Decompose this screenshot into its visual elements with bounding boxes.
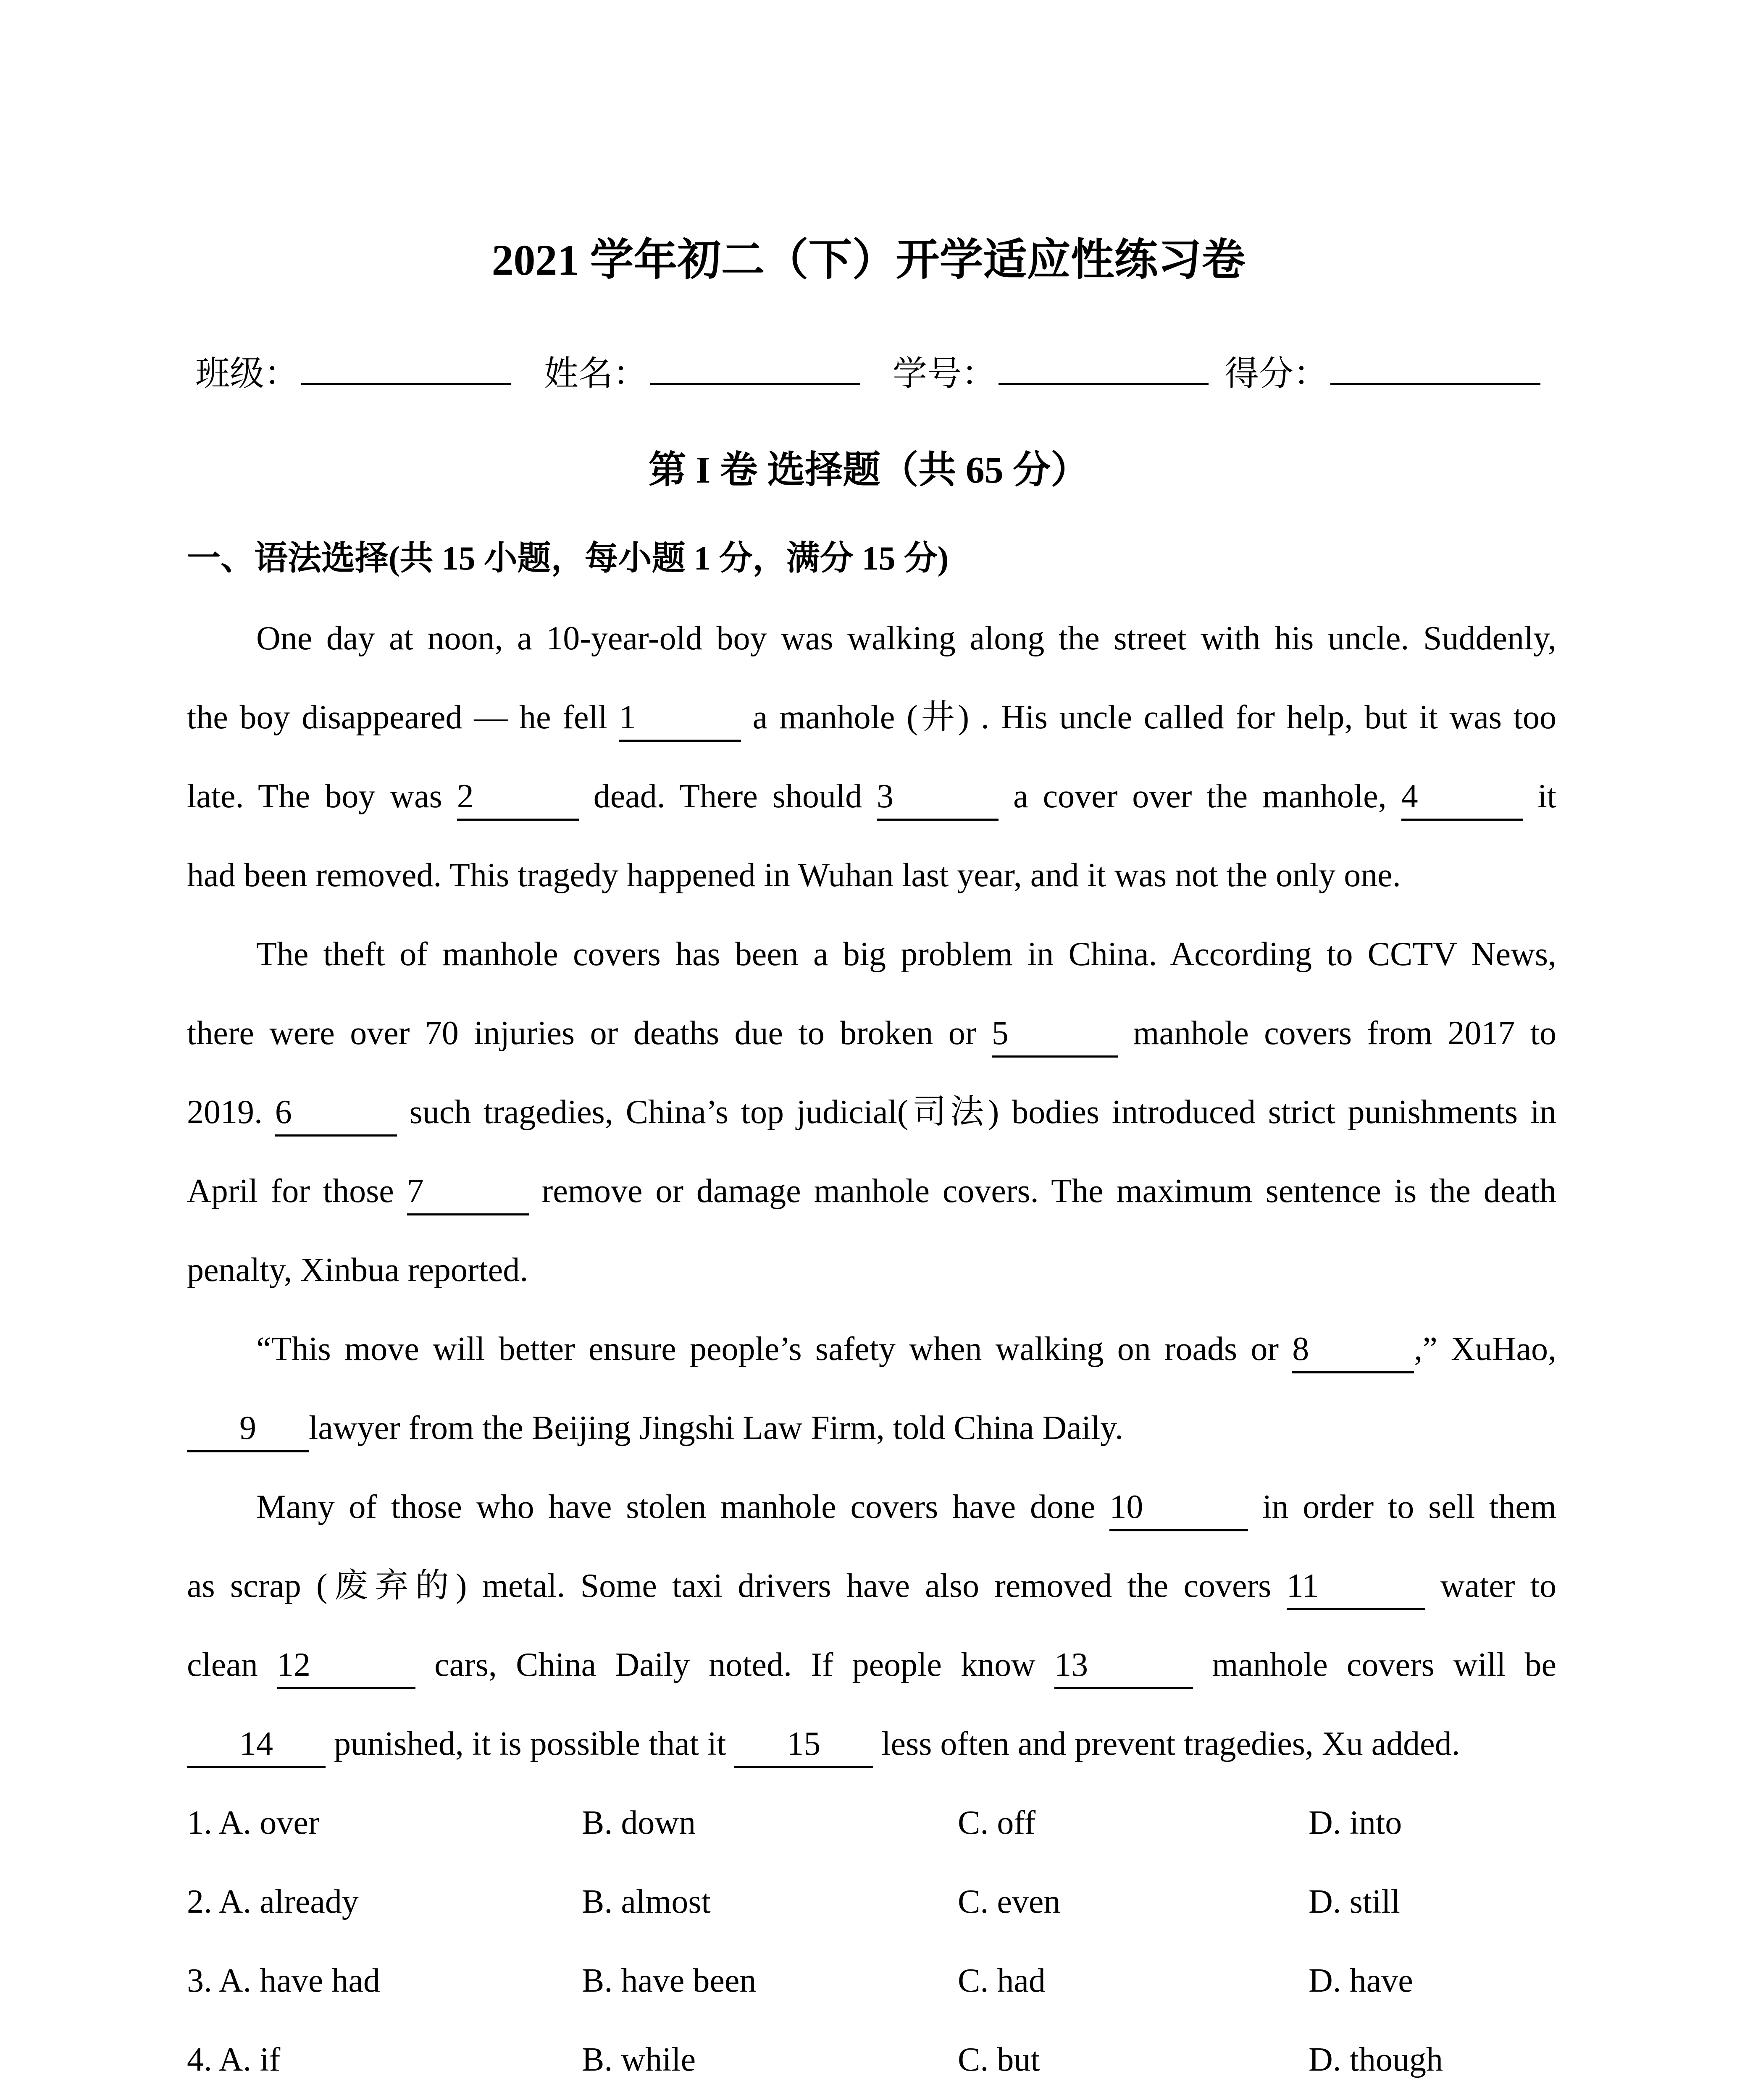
blank-3[interactable]: 3: [877, 774, 999, 821]
passage-line: 9 lawyer from the Beijing Jingshi Law Firm, told China Daily.: [187, 1396, 1556, 1460]
passage-line: had been removed. This tragedy happened in Wuhan last year, and it was not the only one.: [187, 857, 1401, 894]
class-field[interactable]: 班级：: [195, 342, 511, 405]
passage-line: Many of those who have stolen manhole covers have done 10 in order to sell them: [256, 1475, 1556, 1538]
passage-line: 14 punished, it is possible that it 15 less often and prevent tragedies, Xu added.: [187, 1712, 1556, 1775]
question-2-option-d[interactable]: D. still: [1309, 1883, 1400, 1920]
blank-11[interactable]: 11: [1287, 1564, 1425, 1610]
question-4-option-d[interactable]: D. though: [1309, 2041, 1443, 2078]
class-blank[interactable]: [301, 347, 511, 385]
passage-line: “This move will better ensure people’s safety when walking on roads or 8 ,” XuHao,: [256, 1318, 1556, 1381]
question-3-option-b[interactable]: B. have been: [582, 1962, 757, 1999]
score-blank[interactable]: [1330, 347, 1540, 385]
passage-line: 2019. 6 such tragedies, China’s top judicial(司法) bodies introduced strict punishments in: [187, 1081, 1556, 1144]
passage-line: penalty, Xinbua reported.: [187, 1252, 528, 1289]
question-3-option-d[interactable]: D. have: [1309, 1962, 1413, 1999]
blank-14[interactable]: 14: [187, 1722, 326, 1768]
passage-line: there were over 70 injuries or deaths due to broken or 5 manhole covers from 2017 to: [187, 1002, 1556, 1065]
passage-line: The theft of manhole covers has been a big problem in China. According to CCTV News,: [256, 936, 1556, 973]
name-field[interactable]: 姓名：: [544, 342, 860, 405]
blank-15[interactable]: 15: [734, 1722, 873, 1768]
passage-line: late. The boy was 2 dead. There should 3 a cover over the manhole, 4 it: [187, 765, 1556, 828]
question-3-option-c[interactable]: C. had: [958, 1962, 1046, 1999]
name-blank[interactable]: [650, 347, 860, 385]
blank-7[interactable]: 7: [407, 1169, 529, 1215]
blank-6[interactable]: 6: [275, 1090, 397, 1137]
passage-line: clean 12 cars, China Daily noted. If people know 13 manhole covers will be: [187, 1633, 1556, 1696]
question-4-option-c[interactable]: C. but: [958, 2041, 1040, 2078]
question-3-option-a[interactable]: 3. A. have had: [187, 1962, 380, 1999]
student-number-blank[interactable]: [999, 347, 1209, 385]
part-heading: 一、语法选择(共 15 小题，每小题 1 分，满分 15 分): [187, 540, 949, 577]
blank-13[interactable]: 13: [1054, 1643, 1193, 1689]
question-1-option-c[interactable]: C. off: [958, 1804, 1036, 1841]
blank-10[interactable]: 10: [1109, 1485, 1248, 1531]
question-1-option-b[interactable]: B. down: [582, 1804, 696, 1841]
passage-line: as scrap (废弃的) metal. Some taxi drivers have also removed the covers 11 water to: [187, 1554, 1556, 1617]
score-field[interactable]: 得分：: [1225, 342, 1540, 405]
blank-5[interactable]: 5: [992, 1011, 1118, 1058]
question-1-option-a[interactable]: 1. A. over: [187, 1804, 320, 1841]
blank-1[interactable]: 1: [619, 696, 741, 742]
passage-line: April for those 7 remove or damage manhole covers. The maximum sentence is the death: [187, 1160, 1556, 1223]
question-1-option-d[interactable]: D. into: [1309, 1804, 1402, 1841]
question-4-option-a[interactable]: 4. A. if: [187, 2041, 281, 2078]
question-2-option-a[interactable]: 2. A. already: [187, 1883, 359, 1920]
question-2-option-c[interactable]: C. even: [958, 1883, 1061, 1920]
student-number-field[interactable]: 学号：: [893, 342, 1209, 405]
blank-12[interactable]: 12: [277, 1643, 415, 1689]
blank-2[interactable]: 2: [457, 774, 579, 821]
question-2-option-b[interactable]: B. almost: [582, 1883, 711, 1920]
question-4-option-b[interactable]: B. while: [582, 2041, 696, 2078]
passage-line: One day at noon, a 10-year-old boy was walking along the street with his uncle. Suddenly,: [256, 620, 1556, 657]
blank-8[interactable]: 8: [1292, 1327, 1414, 1373]
passage-line: the boy disappeared — he fell 1 a manhole (井) . His uncle called for help, but it was too: [187, 686, 1556, 749]
exam-title: 2021 学年初二（下）开学适应性练习卷: [491, 236, 1246, 284]
blank-4[interactable]: 4: [1401, 774, 1523, 821]
blank-9[interactable]: 9: [187, 1406, 309, 1452]
section-title: 第 I 卷 选择题（共 65 分）: [648, 449, 1089, 491]
student-info-row: [0, 342, 1737, 405]
